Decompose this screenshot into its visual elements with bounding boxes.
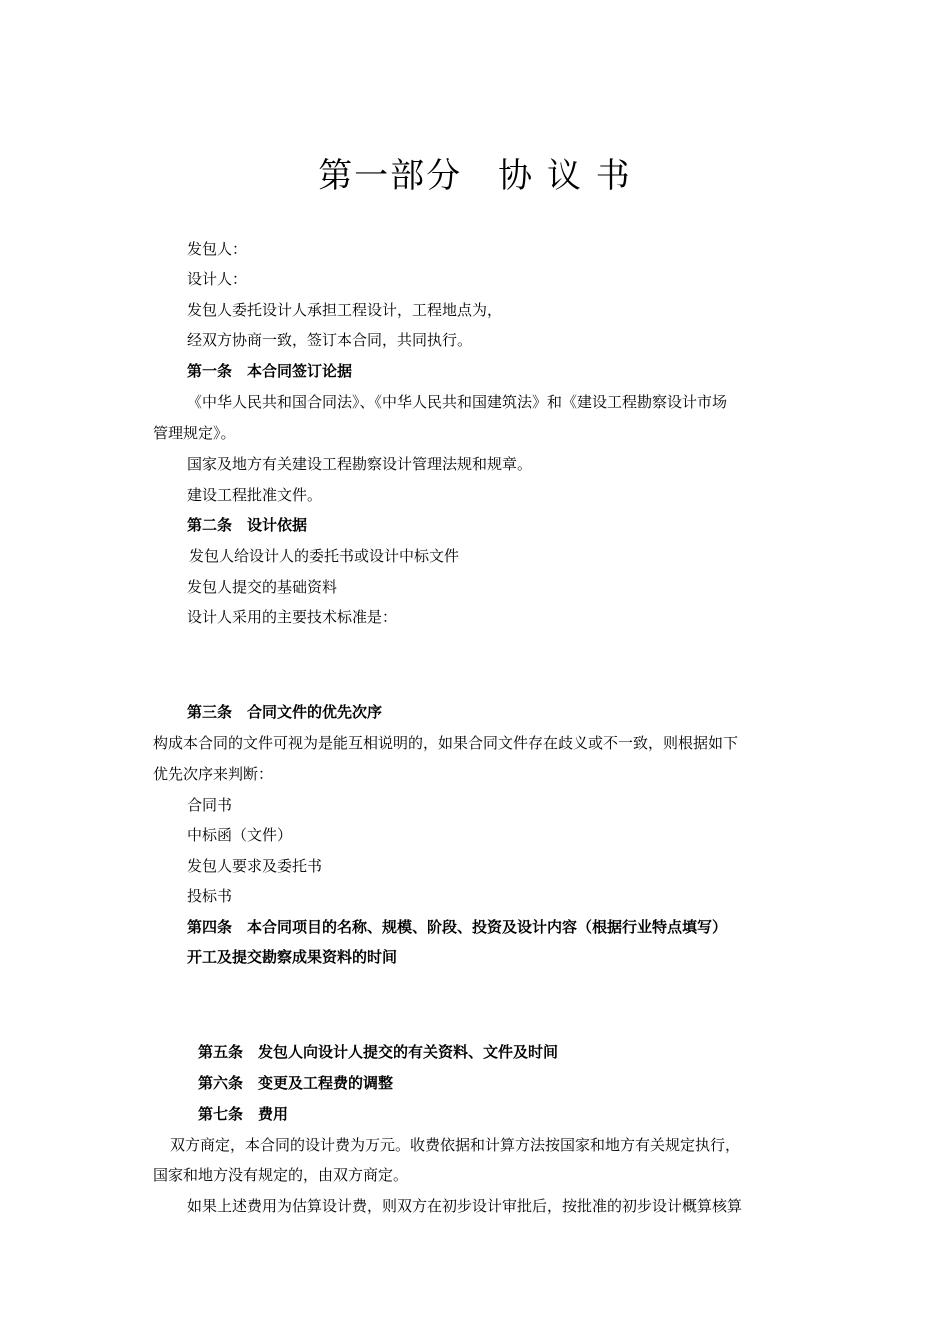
intro-line-2: 经双方协商一致，签订本合同，共同执行。 <box>187 331 473 349</box>
article-2-heading: 第二条 设计依据 <box>187 516 308 534</box>
list-item: 中标函（文件） <box>187 826 293 844</box>
paragraph-line: 国家及地方有关建设工程勘察设计管理法规和规章。 <box>187 455 533 473</box>
list-item: 合同书 <box>187 796 233 814</box>
paragraph-line: 《中华人民共和国合同法》、《中华人民共和国建筑法》和《建设工程勘察设计市场 <box>187 393 728 411</box>
paragraph-line: 发包人给设计人的委托书或设计中标文件 <box>189 547 460 565</box>
document-title: 第一部分 协 议 书 <box>318 156 632 196</box>
paragraph-line: 发包人提交的基础资料 <box>187 578 338 596</box>
article-4-heading: 第四条 本合同项目的名称、规模、阶段、投资及设计内容（根据行业特点填写） <box>187 918 728 936</box>
paragraph-line: 管理规定》。 <box>153 424 236 442</box>
paragraph-line: 双方商定，本合同的设计费为万元。收费依据和计算方法按国家和地方有关规定执行， <box>170 1136 741 1154</box>
intro-line: 发包人委托设计人承担工程设计，工程地点为， <box>187 301 503 319</box>
paragraph-line: 优先次序来判断： <box>153 765 274 783</box>
list-item: 发包人要求及委托书 <box>187 857 323 875</box>
article-6-heading: 第六条 变更及工程费的调整 <box>198 1074 394 1092</box>
list-item: 投标书 <box>187 887 233 905</box>
article-3-heading: 第三条 合同文件的优先次序 <box>187 703 383 721</box>
subheading: 开工及提交勘察成果资料的时间 <box>187 948 398 966</box>
paragraph-line: 建设工程批准文件。 <box>187 486 323 504</box>
employer-line: 发包人： <box>187 240 248 258</box>
article-5-heading: 第五条 发包人向设计人提交的有关资料、文件及时间 <box>198 1043 559 1061</box>
article-1-heading: 第一条 本合同签订论据 <box>187 362 353 380</box>
designer-line: 设计人： <box>187 270 248 288</box>
article-7-heading: 第七条 费用 <box>198 1105 289 1123</box>
paragraph-line: 设计人采用的主要技术标准是： <box>187 608 398 626</box>
paragraph-line: 国家和地方没有规定的，由双方商定。 <box>153 1166 409 1184</box>
paragraph-line: 构成本合同的文件可视为是能互相说明的，如果合同文件存在歧义或不一致，则根据如下 <box>153 734 739 752</box>
paragraph-line: 如果上述费用为估算设计费，则双方在初步设计审批后，按批准的初步设计概算核算 <box>187 1197 743 1215</box>
